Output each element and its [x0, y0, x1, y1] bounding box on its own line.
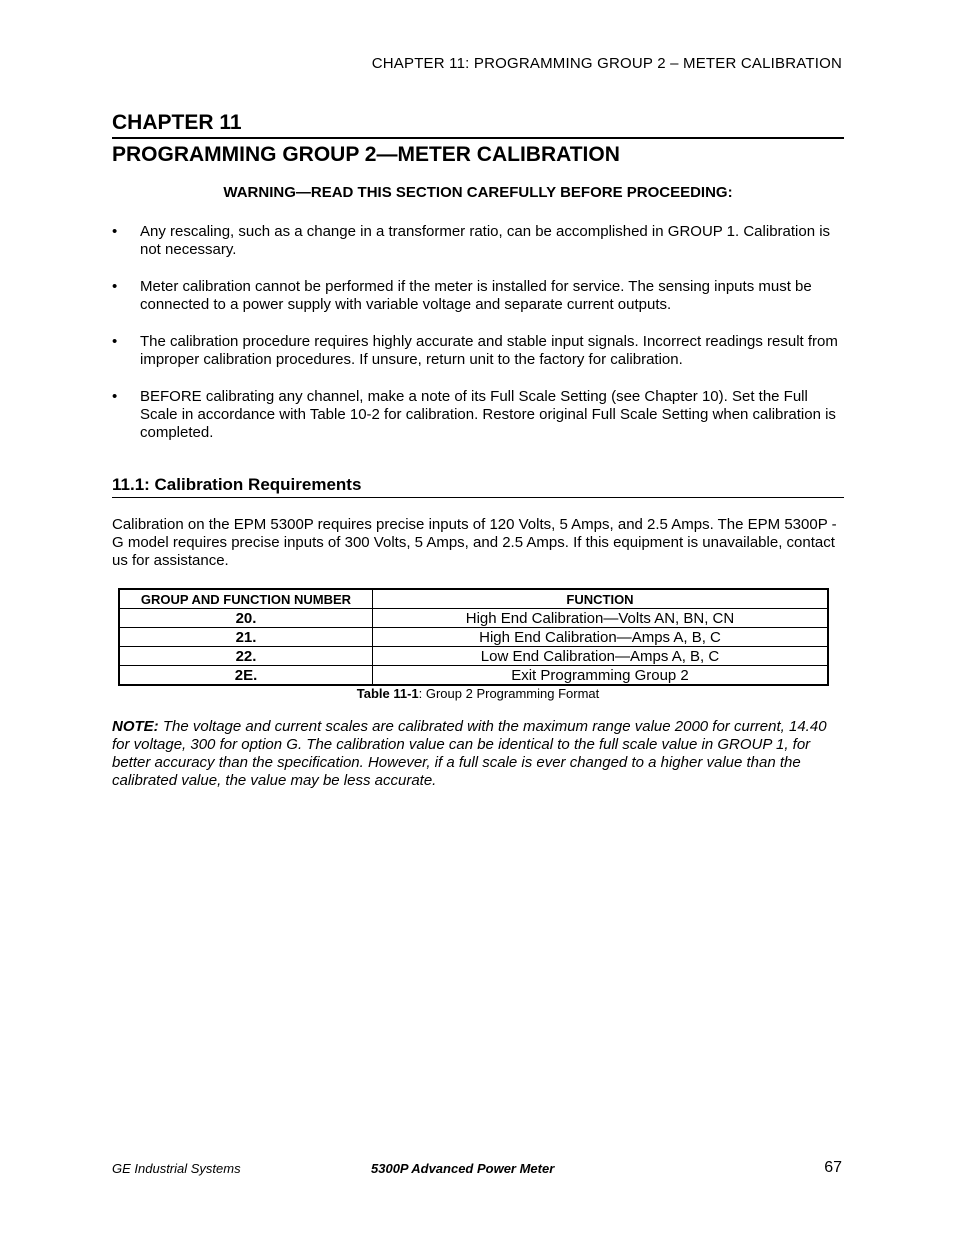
- section-heading: 11.1: Calibration Requirements: [112, 475, 844, 498]
- list-item: [112, 333, 847, 369]
- note-label: NOTE:: [112, 718, 159, 735]
- function-description-cell: High End Calibration—Amps A, B, C: [373, 628, 829, 647]
- table-row: [119, 628, 828, 647]
- column-header: FUNCTION: [373, 589, 829, 609]
- warning-heading: WARNING—READ THIS SECTION CAREFULLY BEFORE PROCEEDING:: [223, 184, 733, 201]
- function-number-cell: 22.: [119, 647, 373, 666]
- column-header: GROUP AND FUNCTION NUMBER: [119, 589, 373, 609]
- chapter-heading: [112, 111, 844, 167]
- page-number: 67: [824, 1159, 842, 1176]
- note-paragraph: [112, 718, 847, 790]
- bullet-text: Any rescaling, such as a change in a transformer ratio, can be accomplished in GROUP 1. Calibration is not necessary.: [140, 223, 831, 258]
- bullet-icon: •: [112, 333, 118, 350]
- chapter-title: PROGRAMMING GROUP 2—METER CALIBRATION: [112, 143, 620, 166]
- function-number-cell: 2E.: [119, 666, 373, 686]
- warning-bullet-list: [112, 223, 847, 461]
- footer-company: GE Industrial Systems: [112, 1161, 241, 1176]
- section-intro-paragraph: Calibration on the EPM 5300P requires precise inputs of 120 Volts, 5 Amps, and 2.5 Amps. The EPM 5300P -G model requires precise inputs of 300 Volts, 5 Amps, and 2.5 Amps. If this equipment is unavailable, contact us for assistance.: [112, 516, 837, 569]
- function-number-cell: 21.: [119, 628, 373, 647]
- bullet-text: BEFORE calibrating any channel, make a note of its Full Scale Setting (see Chapter 10). Set the Full Scale in accordance with Table 10-2 for calibration. Restore original Full Scale Setting when calibration is completed.: [140, 388, 836, 441]
- table-caption: [112, 686, 844, 701]
- bullet-icon: •: [112, 278, 118, 295]
- running-header: CHAPTER 11: PROGRAMMING GROUP 2 – METER CALIBRATION: [371, 55, 842, 72]
- table-row: [119, 647, 828, 666]
- programming-format-table: [118, 588, 829, 686]
- bullet-icon: •: [112, 223, 118, 240]
- table-caption-text: : Group 2 Programming Format: [418, 686, 600, 701]
- bullet-text: The calibration procedure requires highly accurate and stable input signals. Incorrect readings result from improper calibration procedures. If unsure, return unit to the factory for calibration.: [140, 333, 838, 368]
- bullet-text: Meter calibration cannot be performed if the meter is installed for service. The sensing inputs must be connected to a power supply with variable voltage and separate current outputs.: [140, 278, 812, 313]
- function-number-cell: 20.: [119, 609, 373, 628]
- function-description-cell: High End Calibration—Volts AN, BN, CN: [373, 609, 829, 628]
- table-row: [119, 609, 828, 628]
- bullet-icon: •: [112, 388, 118, 405]
- chapter-number: CHAPTER 11: [112, 111, 844, 139]
- footer-product: 5300P Advanced Power Meter: [371, 1161, 555, 1176]
- function-description-cell: Low End Calibration—Amps A, B, C: [373, 647, 829, 666]
- note-text: The voltage and current scales are calibrated with the maximum range value 2000 for current, 14.40 for voltage, 300 for option G. The calibration value can be identical to the full scale value in GROUP 1, for better accuracy than the specification. However, if a full scale is ever changed to a higher value than the calibrated value, the value may be less accurate.: [112, 718, 827, 789]
- table-header-row: [119, 589, 828, 609]
- list-item: [112, 278, 847, 314]
- list-item: [112, 388, 847, 442]
- table-row: [119, 666, 828, 686]
- list-item: [112, 223, 847, 259]
- table-caption-label: Table 11-1: [356, 686, 419, 701]
- function-description-cell: Exit Programming Group 2: [373, 666, 829, 686]
